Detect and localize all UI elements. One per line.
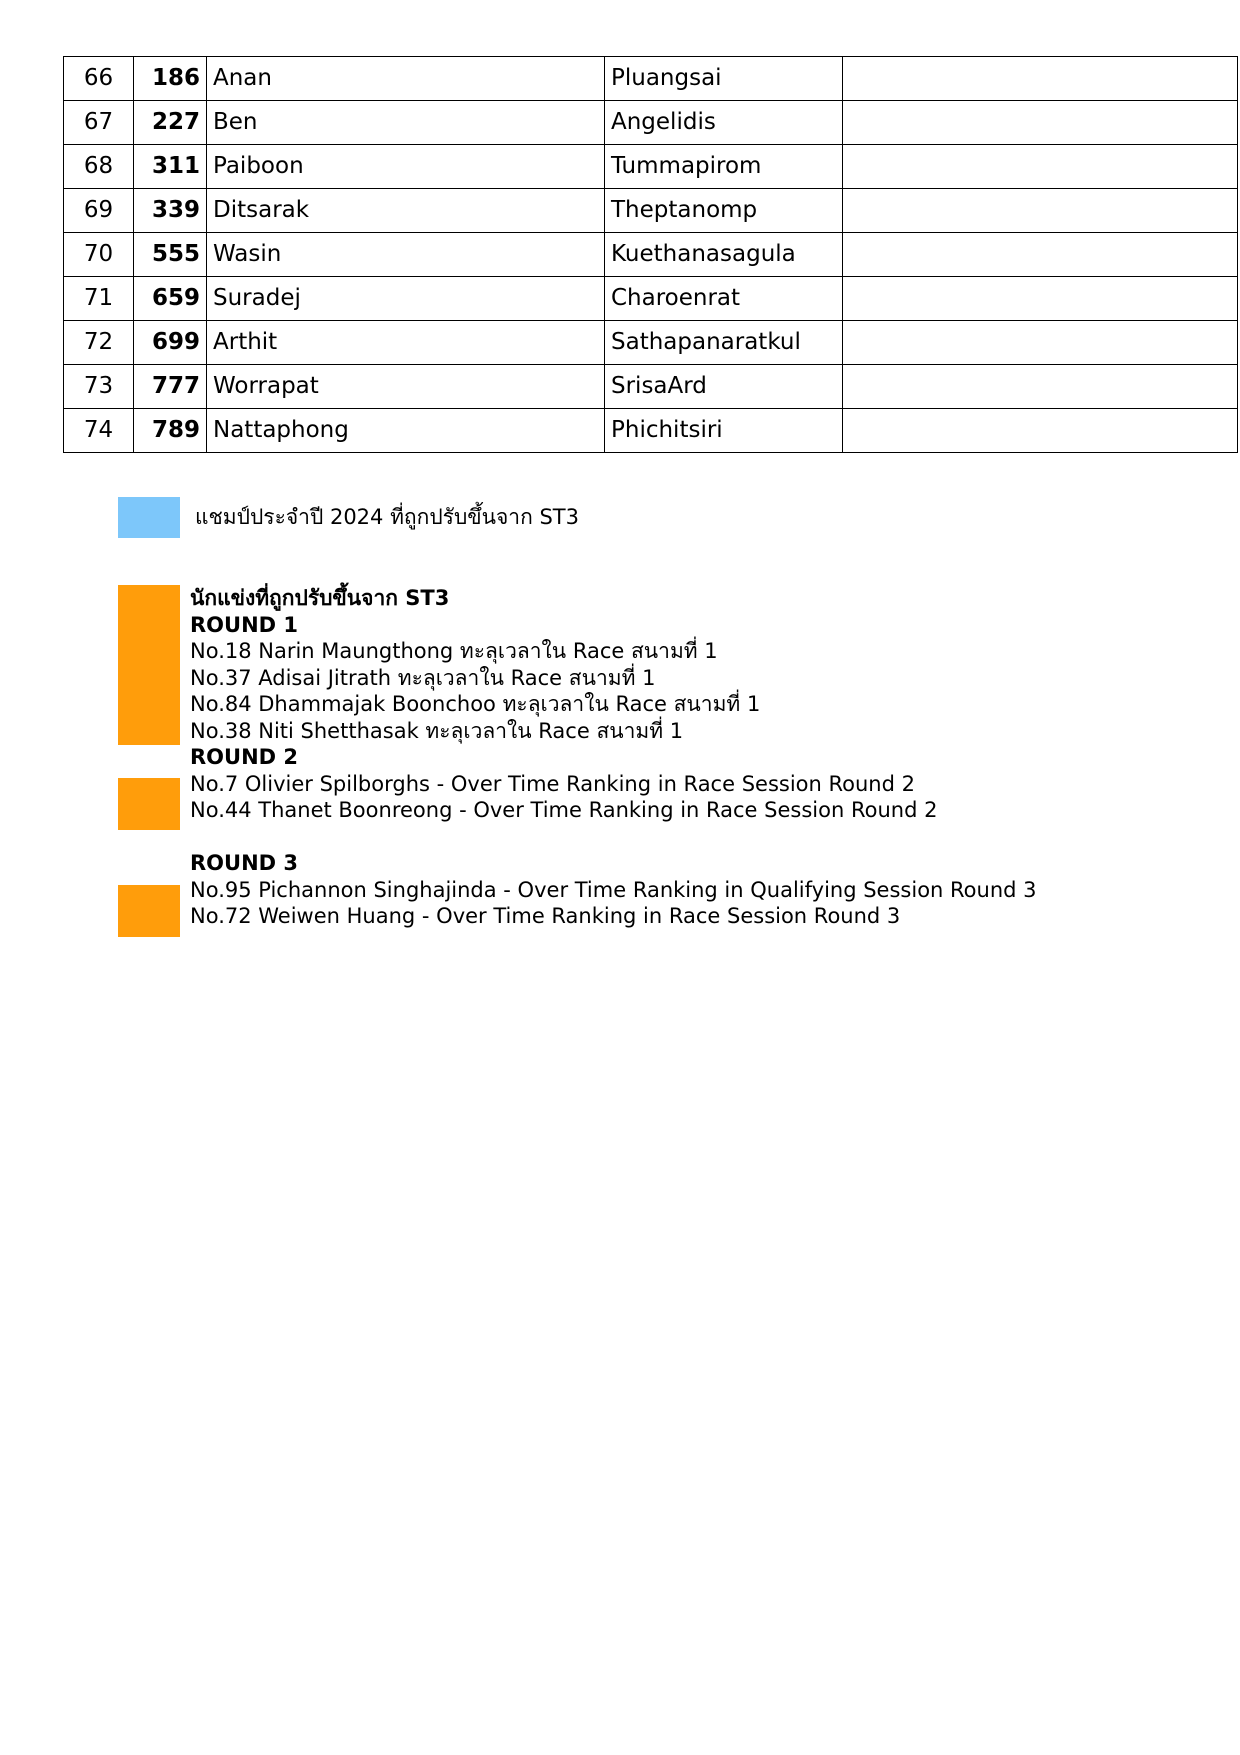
table-row	[64, 233, 1238, 277]
table-row	[64, 101, 1238, 145]
cell-rank: 68	[64, 145, 134, 189]
cell-first-name: Anan	[207, 57, 605, 101]
round2-title: ROUND 2	[190, 745, 299, 769]
legend-blue	[118, 497, 579, 538]
table-row	[64, 189, 1238, 233]
table-row	[64, 409, 1238, 453]
cell-blank	[843, 101, 1238, 145]
cell-blank	[843, 277, 1238, 321]
cell-last-name: Kuethanasagula	[605, 233, 843, 277]
round3-entry: No.72 Weiwen Huang - Over Time Ranking in Race Session Round 3	[190, 904, 901, 928]
cell-blank	[843, 409, 1238, 453]
legend-orange-heading: นักแข่งที่ถูกปรับขึ้นจาก ST3	[190, 586, 450, 610]
cell-rank: 73	[64, 365, 134, 409]
table-row	[64, 145, 1238, 189]
cell-first-name: Ditsarak	[207, 189, 605, 233]
cell-last-name: Tummapirom	[605, 145, 843, 189]
round1-entry: No.18 Narin Maungthong ทะลุเวลาใน Race สนามที่ 1	[190, 639, 718, 663]
round1-entry: No.38 Niti Shetthasak ทะลุเวลาใน Race สนามที่ 1	[190, 718, 684, 743]
cell-blank	[843, 321, 1238, 365]
cell-last-name: Sathapanaratkul	[605, 321, 843, 365]
round2-entry: No.44 Thanet Boonreong - Over Time Ranking in Race Session Round 2	[190, 798, 938, 822]
cell-first-name: Nattaphong	[207, 409, 605, 453]
cell-last-name: Charoenrat	[605, 277, 843, 321]
legend-orange-text	[190, 585, 1110, 930]
results-table-body	[64, 57, 1238, 453]
cell-last-name: Angelidis	[605, 101, 843, 145]
cell-blank	[843, 233, 1238, 277]
results-table	[63, 56, 1238, 453]
legend-blue-swatch	[118, 497, 180, 538]
legend-orange-swatch-round3	[118, 885, 180, 937]
cell-rank: 69	[64, 189, 134, 233]
section-spacer	[190, 824, 1110, 851]
table-row	[64, 321, 1238, 365]
cell-number: 789	[134, 409, 207, 453]
cell-blank	[843, 145, 1238, 189]
round1-entry: No.84 Dhammajak Boonchoo ทะลุเวลาใน Race สนามที่ 1	[190, 692, 761, 716]
legend-orange-swatch-round1	[118, 585, 180, 745]
round3-title: ROUND 3	[190, 851, 299, 875]
cell-blank	[843, 57, 1238, 101]
cell-number: 339	[134, 189, 207, 233]
cell-number: 659	[134, 277, 207, 321]
cell-last-name: Pluangsai	[605, 57, 843, 101]
cell-rank: 72	[64, 321, 134, 365]
cell-first-name: Worrapat	[207, 365, 605, 409]
legend-orange-swatch-round2	[118, 778, 180, 830]
cell-last-name: Theptanomp	[605, 189, 843, 233]
table-row	[64, 365, 1238, 409]
cell-first-name: Paiboon	[207, 145, 605, 189]
cell-number: 699	[134, 321, 207, 365]
legend-blue-label: แชมป์ประจำปี 2024 ที่ถูกปรับขึ้นจาก ST3	[195, 505, 579, 529]
cell-number: 777	[134, 365, 207, 409]
round1-title: ROUND 1	[190, 612, 299, 637]
cell-rank: 67	[64, 101, 134, 145]
cell-rank: 74	[64, 409, 134, 453]
cell-rank: 66	[64, 57, 134, 101]
cell-last-name: Phichitsiri	[605, 409, 843, 453]
round3-entry: No.95 Pichannon Singhajinda - Over Time Ranking in Qualifying Session Round 3	[190, 877, 1037, 902]
cell-rank: 70	[64, 233, 134, 277]
round1-entry: No.37 Adisai Jitrath ทะลุเวลาใน Race สนามที่ 1	[190, 665, 656, 690]
table-row	[64, 57, 1238, 101]
cell-last-name: SrisaArd	[605, 365, 843, 409]
cell-number: 311	[134, 145, 207, 189]
cell-number: 555	[134, 233, 207, 277]
cell-number: 186	[134, 57, 207, 101]
cell-rank: 71	[64, 277, 134, 321]
cell-first-name: Suradej	[207, 277, 605, 321]
cell-first-name: Arthit	[207, 321, 605, 365]
cell-blank	[843, 365, 1238, 409]
cell-blank	[843, 189, 1238, 233]
cell-first-name: Wasin	[207, 233, 605, 277]
cell-first-name: Ben	[207, 101, 605, 145]
cell-number: 227	[134, 101, 207, 145]
round2-entry: No.7 Olivier Spilborghs - Over Time Ranking in Race Session Round 2	[190, 771, 915, 796]
table-row	[64, 277, 1238, 321]
